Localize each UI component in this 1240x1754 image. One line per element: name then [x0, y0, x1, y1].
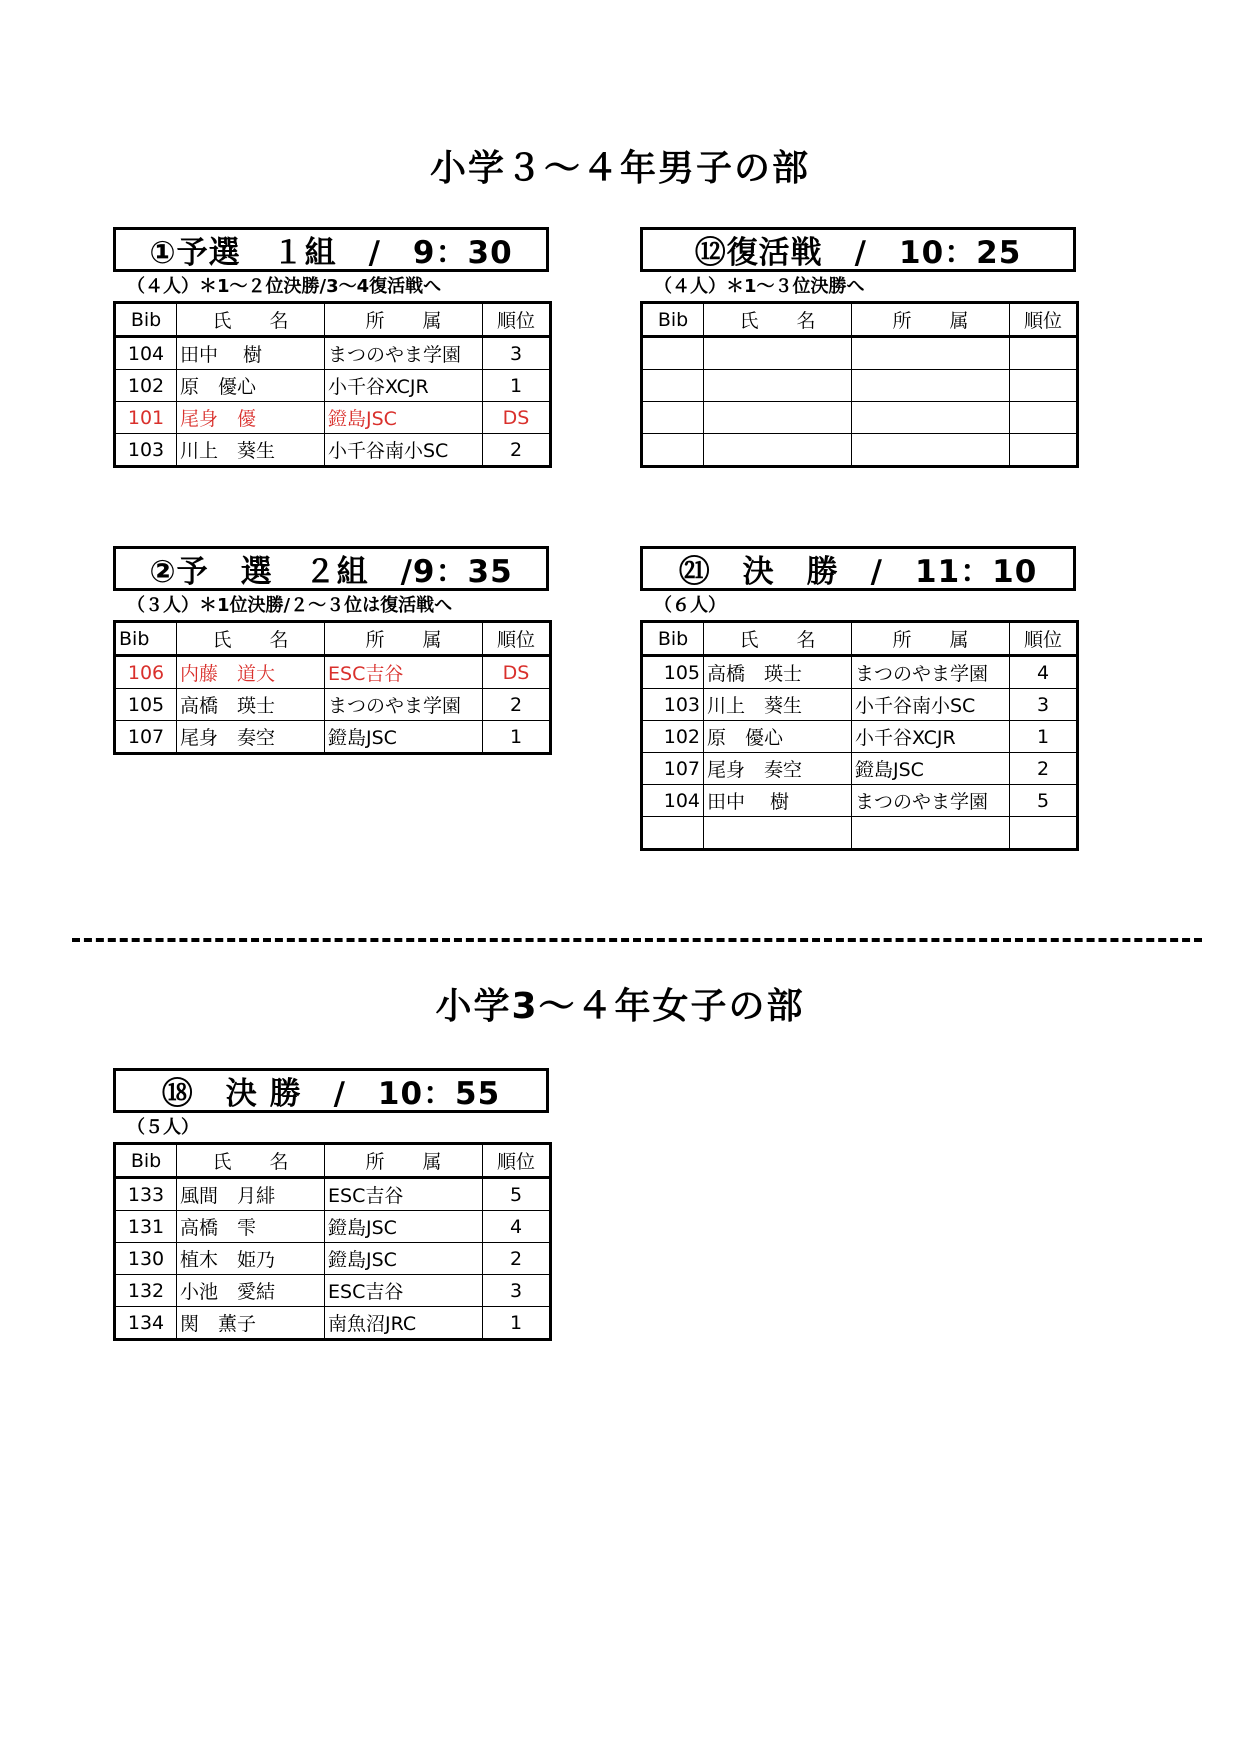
table-header-row [115, 1144, 551, 1178]
table-row [642, 721, 1078, 753]
girls-final-note: （５人） [127, 1117, 199, 1138]
team-cell [852, 817, 1010, 850]
bib-cell: 134 [115, 1307, 177, 1340]
name-header: 氏 名 [704, 622, 852, 656]
rank-cell [1010, 337, 1078, 370]
bib-cell [642, 402, 704, 434]
table-header-row [642, 622, 1078, 656]
team-cell: 小千谷南小SC [852, 689, 1010, 721]
table-row [115, 721, 551, 754]
name-cell: 高橋 瑛士 [177, 689, 325, 721]
rank-header: 順位 [1010, 303, 1078, 337]
table-row-empty [642, 402, 1078, 434]
boys-final-note: （６人） [654, 595, 726, 616]
name-cell: 小池 愛結 [177, 1275, 325, 1307]
bib-header: Bib [115, 1144, 177, 1178]
table-row [115, 1178, 551, 1211]
boys-final-block [640, 546, 1076, 851]
heat2-table [113, 620, 552, 755]
table-row [115, 689, 551, 721]
bib-cell: 103 [115, 434, 177, 467]
rank-cell: 2 [1010, 753, 1078, 785]
name-header: 氏 名 [177, 1144, 325, 1178]
bib-cell: 107 [642, 753, 704, 785]
team-header: 所 属 [852, 303, 1010, 337]
rank-cell: 1 [1010, 721, 1078, 753]
rank-cell: 2 [483, 434, 551, 467]
team-cell: 鐙島JSC [325, 402, 483, 434]
table-row [115, 1307, 551, 1340]
name-cell [704, 817, 852, 850]
boys-final-table [640, 620, 1079, 851]
rank-cell: 3 [483, 1275, 551, 1307]
name-cell: 川上 葵生 [177, 434, 325, 467]
team-cell [852, 370, 1010, 402]
girls-final-block [113, 1068, 549, 1341]
team-cell [852, 402, 1010, 434]
bib-cell: 133 [115, 1178, 177, 1211]
table-row [115, 1275, 551, 1307]
name-cell: 高橋 雫 [177, 1211, 325, 1243]
name-cell: 田中 樹 [177, 337, 325, 370]
name-cell [704, 370, 852, 402]
bib-cell: 132 [115, 1275, 177, 1307]
rank-cell: 5 [1010, 785, 1078, 817]
rank-header: 順位 [483, 1144, 551, 1178]
name-cell [704, 337, 852, 370]
name-cell: 内藤 道大 [177, 656, 325, 689]
heat1-note: （４人）＊1～２位決勝/3～4復活戦へ [127, 276, 442, 297]
name-cell: 尾身 奏空 [177, 721, 325, 754]
rank-cell: DS [483, 656, 551, 689]
team-cell: まつのやま学園 [325, 689, 483, 721]
bib-cell: 102 [115, 370, 177, 402]
bib-cell [642, 337, 704, 370]
team-cell: 小千谷XCJR [852, 721, 1010, 753]
heat1-block [113, 227, 549, 468]
table-row [115, 337, 551, 370]
girls-final-heading: ⑱ 決 勝 / 10：55 [113, 1068, 549, 1113]
bib-cell: 103 [642, 689, 704, 721]
repechage-block [640, 227, 1076, 468]
table-row-empty [642, 817, 1078, 850]
team-cell: 鐙島JSC [325, 1211, 483, 1243]
table-row-disqualified [115, 656, 551, 689]
name-cell: 関 薫子 [177, 1307, 325, 1340]
bib-cell: 106 [115, 656, 177, 689]
bib-header: Bib [115, 303, 177, 337]
bib-cell [642, 434, 704, 467]
table-row [642, 689, 1078, 721]
bib-header: Bib [642, 303, 704, 337]
rank-cell [1010, 434, 1078, 467]
name-cell: 風間 月緋 [177, 1178, 325, 1211]
heat1-table [113, 301, 552, 468]
bib-header: Bib [115, 622, 177, 656]
heat2-note: （３人）＊1位決勝/２～３位は復活戦へ [127, 595, 453, 616]
bib-cell: 130 [115, 1243, 177, 1275]
rank-cell: 2 [483, 689, 551, 721]
table-row [642, 656, 1078, 689]
table-row [115, 1211, 551, 1243]
table-row-empty [642, 434, 1078, 467]
rank-cell: 1 [483, 370, 551, 402]
boys-final-heading: ㉑ 決 勝 / 11：10 [640, 546, 1076, 591]
heat1-heading: ①予選 １組 / 9：30 [113, 227, 549, 272]
team-cell: まつのやま学園 [325, 337, 483, 370]
name-cell: 原 優心 [177, 370, 325, 402]
team-cell: まつのやま学園 [852, 656, 1010, 689]
rank-cell [1010, 817, 1078, 850]
bib-cell: 104 [642, 785, 704, 817]
name-cell: 尾身 奏空 [704, 753, 852, 785]
bib-cell: 102 [642, 721, 704, 753]
rank-cell: 3 [483, 337, 551, 370]
girls-section-title: 小学3～４年女子の部 [435, 986, 805, 1027]
team-cell: 小千谷南小SC [325, 434, 483, 467]
team-cell: ESC吉谷 [325, 1178, 483, 1211]
bib-cell: 105 [115, 689, 177, 721]
name-cell [704, 434, 852, 467]
bib-cell: 101 [115, 402, 177, 434]
section-divider [72, 938, 1202, 942]
table-row [115, 434, 551, 467]
rank-cell [1010, 370, 1078, 402]
table-row-empty [642, 370, 1078, 402]
rank-cell [1010, 402, 1078, 434]
bib-cell [642, 370, 704, 402]
bib-cell [642, 817, 704, 850]
table-row [642, 785, 1078, 817]
name-cell: 原 優心 [704, 721, 852, 753]
team-cell: ESC吉谷 [325, 656, 483, 689]
heat2-block [113, 546, 549, 755]
bib-header: Bib [642, 622, 704, 656]
rank-cell: 3 [1010, 689, 1078, 721]
rank-cell: 2 [483, 1243, 551, 1275]
bib-cell: 104 [115, 337, 177, 370]
name-header: 氏 名 [177, 622, 325, 656]
name-cell: 田中 樹 [704, 785, 852, 817]
team-cell [852, 337, 1010, 370]
team-header: 所 属 [325, 1144, 483, 1178]
team-cell: 鐙島JSC [852, 753, 1010, 785]
name-cell: 尾身 優 [177, 402, 325, 434]
name-cell [704, 402, 852, 434]
bib-cell: 107 [115, 721, 177, 754]
table-row-empty [642, 337, 1078, 370]
repechage-heading: ⑫復活戦 / 10：25 [640, 227, 1076, 272]
table-header-row [642, 303, 1078, 337]
name-header: 氏 名 [177, 303, 325, 337]
rank-cell: 4 [483, 1211, 551, 1243]
team-header: 所 属 [325, 303, 483, 337]
team-cell: 鐙島JSC [325, 721, 483, 754]
heat2-heading: ②予 選 ２組 /9：35 [113, 546, 549, 591]
table-row [642, 753, 1078, 785]
rank-cell: DS [483, 402, 551, 434]
team-cell: 小千谷XCJR [325, 370, 483, 402]
bib-cell: 105 [642, 656, 704, 689]
bib-cell: 131 [115, 1211, 177, 1243]
name-cell: 川上 葵生 [704, 689, 852, 721]
team-header: 所 属 [852, 622, 1010, 656]
name-header: 氏 名 [704, 303, 852, 337]
rank-cell: 4 [1010, 656, 1078, 689]
name-cell: 植木 姫乃 [177, 1243, 325, 1275]
table-row [115, 370, 551, 402]
rank-header: 順位 [483, 622, 551, 656]
girls-final-table [113, 1142, 552, 1341]
team-cell [852, 434, 1010, 467]
name-cell: 高橋 瑛士 [704, 656, 852, 689]
team-cell: 鐙島JSC [325, 1243, 483, 1275]
table-row-disqualified [115, 402, 551, 434]
rank-header: 順位 [483, 303, 551, 337]
table-header-row [115, 622, 551, 656]
table-header-row [115, 303, 551, 337]
rank-cell: 1 [483, 721, 551, 754]
repechage-table [640, 301, 1079, 468]
boys-section-title: 小学３～４年男子の部 [429, 148, 810, 189]
table-row [115, 1243, 551, 1275]
rank-cell: 5 [483, 1178, 551, 1211]
rank-cell: 1 [483, 1307, 551, 1340]
repechage-note: （４人）＊1～３位決勝へ [654, 276, 865, 297]
team-header: 所 属 [325, 622, 483, 656]
team-cell: ESC吉谷 [325, 1275, 483, 1307]
team-cell: 南魚沼JRC [325, 1307, 483, 1340]
team-cell: まつのやま学園 [852, 785, 1010, 817]
rank-header: 順位 [1010, 622, 1078, 656]
